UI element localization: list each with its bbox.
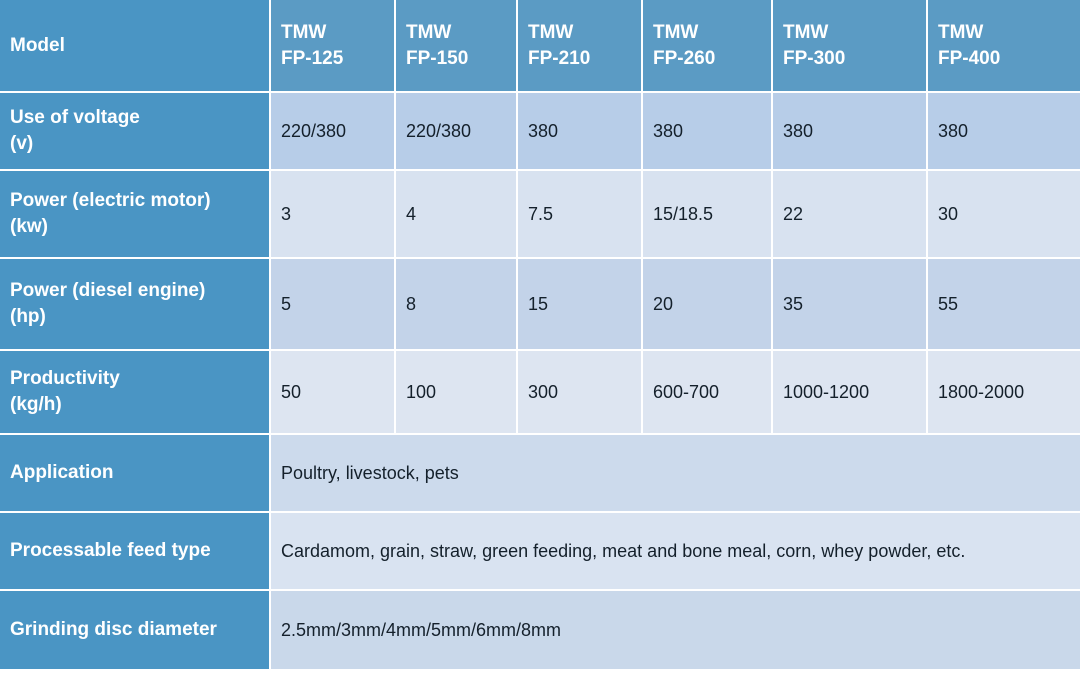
- row-label-grinding-disc-diameter: Grinding disc diameter: [0, 590, 270, 670]
- model-code: FP-210: [528, 47, 591, 69]
- cell-value: 20: [642, 258, 772, 350]
- cell-value: 55: [927, 258, 1080, 350]
- cell-value-grinding-disc-diameter: 2.5mm/3mm/4mm/5mm/6mm/8mm: [270, 590, 1080, 670]
- row-label-use-of-voltage: [0, 92, 270, 170]
- cell-value: 30: [927, 170, 1080, 258]
- model-brand: TMW: [938, 21, 984, 43]
- model-brand: TMW: [653, 21, 699, 43]
- table-row: [0, 434, 1080, 512]
- cell-value: 35: [772, 258, 927, 350]
- cell-value: 1800-2000: [927, 350, 1080, 434]
- row-label-productivity: [0, 350, 270, 434]
- cell-value: 380: [517, 92, 642, 170]
- cell-value: 600-700: [642, 350, 772, 434]
- column-header-model-1: [270, 0, 395, 92]
- model-brand: TMW: [281, 21, 327, 43]
- cell-value: 8: [395, 258, 517, 350]
- row-label-processable-feed-type: Processable feed type: [0, 512, 270, 590]
- row-label-line2: (hp): [10, 306, 46, 327]
- model-brand: TMW: [528, 21, 574, 43]
- table-row: [0, 350, 1080, 434]
- row-label-line1: Power (electric motor): [10, 190, 211, 212]
- row-label-power-diesel-engine: [0, 258, 270, 350]
- cell-value: 100: [395, 350, 517, 434]
- cell-value: 380: [642, 92, 772, 170]
- cell-value: 5: [270, 258, 395, 350]
- row-label-application: Application: [0, 434, 270, 512]
- row-label-line2: (v): [10, 133, 34, 154]
- row-label-line1: Power (diesel engine): [10, 280, 206, 302]
- row-label-line2: (kw): [10, 216, 48, 237]
- row-label-line2: (kg/h): [10, 394, 62, 415]
- model-code: FP-125: [281, 47, 344, 69]
- table-header-row: [0, 0, 1080, 92]
- cell-value: 380: [927, 92, 1080, 170]
- cell-value: 220/380: [395, 92, 517, 170]
- column-header-model-3: [517, 0, 642, 92]
- cell-value: 3: [270, 170, 395, 258]
- column-header-model-4: [642, 0, 772, 92]
- table-row: [0, 512, 1080, 590]
- model-code: FP-150: [406, 47, 469, 69]
- cell-value: 15/18.5: [642, 170, 772, 258]
- cell-value-application: Poultry, livestock, pets: [270, 434, 1080, 512]
- column-header-model-6: [927, 0, 1080, 92]
- model-code: FP-400: [938, 47, 1001, 69]
- column-header-model-5: [772, 0, 927, 92]
- model-code: FP-260: [653, 47, 716, 69]
- cell-value: 4: [395, 170, 517, 258]
- row-label-line1: Use of voltage: [10, 107, 140, 129]
- model-code: FP-300: [783, 47, 846, 69]
- column-header-model-2: [395, 0, 517, 92]
- cell-value: 50: [270, 350, 395, 434]
- cell-value: 220/380: [270, 92, 395, 170]
- cell-value: 22: [772, 170, 927, 258]
- model-brand: TMW: [783, 21, 829, 43]
- cell-value: 7.5: [517, 170, 642, 258]
- cell-value: 300: [517, 350, 642, 434]
- table-row: [0, 170, 1080, 258]
- cell-value-processable-feed-type: Cardamom, grain, straw, green feeding, meat and bone meal, corn, whey powder, etc.: [270, 512, 1080, 590]
- column-header-model: Model: [0, 0, 270, 92]
- cell-value: 380: [772, 92, 927, 170]
- table-row: [0, 258, 1080, 350]
- model-brand: TMW: [406, 21, 452, 43]
- row-label-power-electric-motor: [0, 170, 270, 258]
- row-label-line1: Productivity: [10, 368, 120, 390]
- table-row: [0, 590, 1080, 670]
- cell-value: 1000-1200: [772, 350, 927, 434]
- cell-value: 15: [517, 258, 642, 350]
- table-row: [0, 92, 1080, 170]
